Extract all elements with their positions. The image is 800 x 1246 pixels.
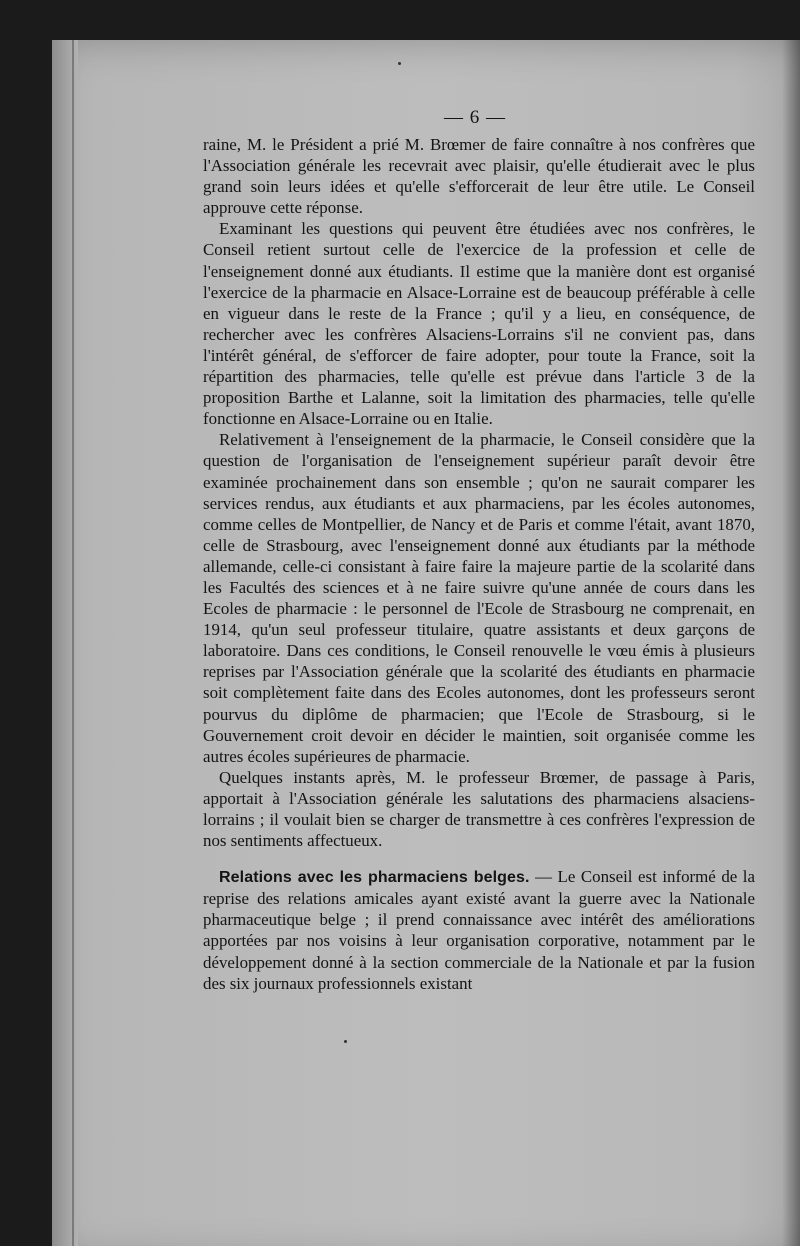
paragraph-continuation: raine, M. le Président a prié M. Brœmer de faire connaître à nos confrères que l'Association générale les recevrait avec plaisir, qu'elle étudierait avec le plus grand soin leurs idées et qu'elle s'efforcerait de leur être utile. Le Conseil approuve cette réponse. bbox=[203, 135, 755, 218]
page-number: — 6 — bbox=[444, 107, 506, 128]
ink-speck bbox=[344, 1040, 347, 1043]
paragraph-exercise-profession: Examinant les questions qui peuvent être étudiées avec nos confrères, le Conseil retient surtout celle de l'exercice de la profession et celle de l'enseignement donné aux étudiants. Il estime que la manière dont est organisé l'exercice de la pharmacie en Alsace-Lorraine est de beaucoup préférable à celle en vigueur dans le reste de la France ; qu'il y a lieu, en conséquence, de rechercher avec les confrères Alsaciens-Lorrains s'il ne convient pas, dans l'intérêt général, de s'efforcer de faire adopter, pour toute la France, soit la répartition des pharmacies, telle qu'elle est prévue dans l'article 3 de la proposition Barthe et Lalanne, soit la limitation des pharmacies, telle qu'elle fonctionne en Alsace-Lorraine ou en Italie. bbox=[203, 219, 755, 429]
section-belgian-relations bbox=[203, 866, 755, 994]
ink-speck bbox=[398, 62, 401, 65]
binding-edge bbox=[52, 40, 78, 1246]
section-text: — Le Conseil est informé de la reprise des relations amicales ayant existé avant la guerre avec la Nationale pharmaceutique belge ; il prend connaissance avec intérêt des améliorations apportées par nos voisins à leur organisation corporative, notamment par le développement donné à la section commerciale de la Nationale et par la fusion des six journaux professionnels existant bbox=[203, 867, 755, 993]
document-body bbox=[203, 106, 755, 994]
paragraph-broemer-visit: Quelques instants après, M. le professeur Brœmer, de passage à Paris, apportait à l'Association générale les salutations des pharmaciens alsaciens-lorrains ; il voulait bien se charger de transmettre à ces confrères l'expression de nos sentiments affectueux. bbox=[203, 767, 755, 851]
paragraph-enseignement: Relativement à l'enseignement de la pharmacie, le Conseil considère que la question de l'organisation de l'enseignement supérieur paraît devoir être examinée prochainement dans son ensemble ; qu'on ne saurait comparer les services rendus, aux étudiants et aux pharmaciens, par les écoles autonomes, comme celles de Montpellier, de Nancy et de Paris et comme l'était, avant 1870, celle de Strasbourg, avec l'enseignement donné aux étudiants par la méthode allemande, celle-ci consistant à faire faire la majeure partie de la scolarité dans les Facultés des sciences et à ne faire suivre qu'une année de cours dans les Ecoles de pharmacie : le personnel de l'Ecole de Strasbourg ne comprenait, en 1914, qu'un seul professeur titulaire, quatre assistants et deux garçons de laboratoire. Dans ces conditions, le Conseil renouvelle le vœu émis à plusieurs reprises par l'Association générale que la scolarité des étudiants en pharmacie soit complètement faite dans des Ecoles autonomes, dont les professeurs seront pourvus du diplôme de pharmacien; que l'Ecole de Strasbourg, si le Gouvernement croit devoir en décider le maintien, soit organisée comme les autres écoles supérieures de pharmacie. bbox=[203, 430, 755, 766]
section-heading: Relations avec les pharmaciens belges. bbox=[219, 869, 530, 887]
page-shadow bbox=[782, 40, 800, 1246]
